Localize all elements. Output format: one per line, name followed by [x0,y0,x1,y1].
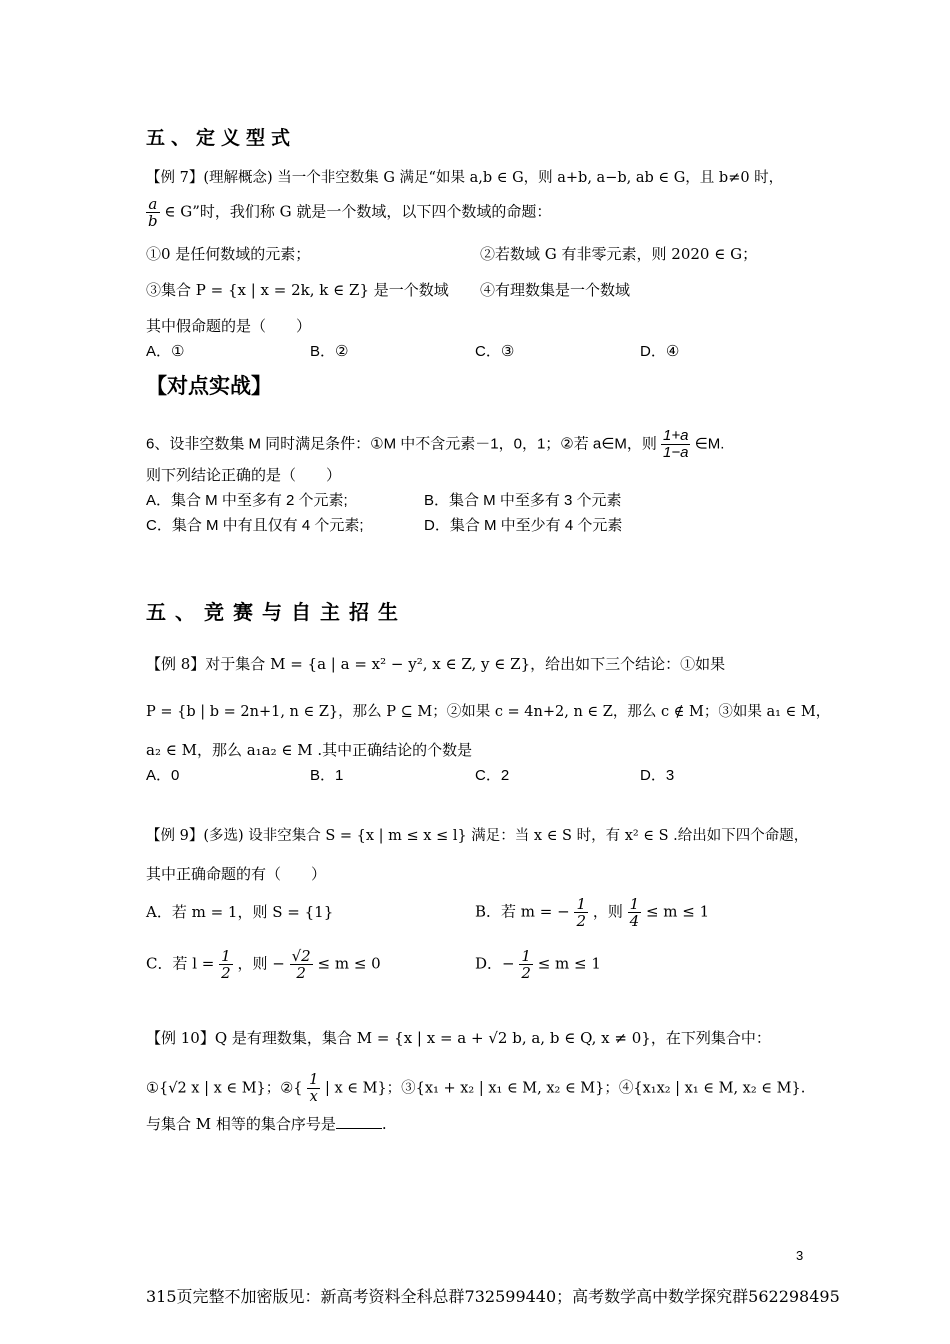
example-7-option-b: B．② [310,343,349,360]
fraction-one-half: $\frac{1}{2}$ [521,947,531,982]
question-6-option-a: A．集合 M 中至多有 2 个元素; [146,492,348,509]
example-10-line-3: 与集合 M 相等的集合序号是 . [146,1115,387,1133]
example-8-line-1: 【例 8】对于集合 M = {a | a = x² − y², x ∈ Z, y ∈ Z}，给出如下三个结论：①如果 [146,655,726,673]
example-8-option-d: D．3 [640,767,675,784]
footer-note: 315页完整不加密版见：新高考资料全科总群732599440；高考数学高中数学探究群562298495 [146,1287,840,1306]
fraction-a-over-b: $\frac{a}{b}$ [148,195,158,230]
fraction-one-half: $\frac{1}{2}$ [576,895,587,930]
example-8-line-2: P = {b | b = 2n+1, n ∈ Z}，那么 P ⊆ M；②如果 c = 4n+2, n ∈ Z，那么 c ∉ M；③如果 a₁ ∈ M， [146,704,831,720]
example-9-line-1: 【例 9】(多选) 设非空集合 S = {x | m ≤ x ≤ l} 满足：当 x ∈ S 时，有 x² ∈ S .给出如下四个命题， [146,828,809,844]
example-8-option-b: B．1 [310,767,344,784]
example-7-prop-3: ③集合 P = {x | x = 2k, k ∈ Z} 是一个数域 [146,281,449,299]
example-7-option-c: C．③ [475,343,515,360]
example-9-line-2: 其中正确命题的有（ ） [146,865,327,883]
fraction-one-half: $\frac{1}{2}$ [221,947,231,982]
example-7-option-d: D．④ [640,343,680,360]
page-number: 3 [796,1248,804,1263]
example-7-prop-2: ②若数域 G 有非零元素，则 2020 ∈ G； [480,245,758,263]
section-title-definition: 五、定义型式 [146,127,297,149]
example-7-question: 其中假命题的是（ ） [146,317,312,335]
question-6-line-1: 6、设非空数集 M 同时满足条件：①M 中不含元素－1，0，1；②若 a∈M，则 $\frac{1+a}{1-a}$ ∈M. [146,427,725,461]
example-8-option-a: A．0 [146,767,180,784]
fraction-1-plus-a-over-1-minus-a: $\frac{1+a}{1-a}$ [663,427,689,461]
section-title-practice: 【对点实战】 [146,374,272,398]
example-7-prop-4: ④有理数集是一个数域 [480,281,631,299]
example-10-line-2: ①{√2 x | x ∈ M}；②{ $\frac{1}{x}$ | x ∈ M}；③{x₁ + x₂ | x₁ ∈ M, x₂ ∈ M}；④{x₁x₂ | x₁ ∈ M, x₂ ∈ M}. [146,1072,806,1105]
question-6-option-b: B．集合 M 中至多有 3 个元素 [424,492,622,509]
fraction-1-over-x: $\frac{1}{x}$ [309,1072,319,1105]
example-10-line-1: 【例 10】Q 是有理数集，集合 M = {x | x = a + √2 b, a, b ∈ Q, x ≠ 0}，在下列集合中： [146,1029,771,1047]
example-9-option-b: B．若 m = − $\frac{1}{2}$ ，则 $\frac{1}{4}$ ≤ m ≤ 1 [475,895,710,930]
example-9-option-c: C．若 l = $\frac{1}{2}$ ，则 − $\frac{√2}{2}$ ≤ m ≤ 0 [146,947,381,982]
example-7-line-2: $\frac{a}{b}$ ∈ G”时，我们称 G 就是一个数域，以下四个数域的命题： [148,195,552,230]
example-9-option-d: D．− $\frac{1}{2}$ ≤ m ≤ 1 [475,947,601,982]
question-6-option-d: D．集合 M 中至少有 4 个元素 [424,517,623,534]
question-6-line-2: 则下列结论正确的是（ ） [146,467,342,484]
question-6-option-c: C．集合 M 中有且仅有 4 个元素; [146,517,364,534]
answer-blank [336,1114,382,1129]
example-8-option-c: C．2 [475,767,510,784]
example-9-option-a: A．若 m = 1，则 S = {1} [146,903,334,921]
section-title-competition: 五、竞赛与自主招生 [146,600,407,624]
example-7-prop-1: ①0 是任何数域的元素； [146,245,311,263]
fraction-root2-over-2: $\frac{√2}{2}$ [291,947,311,982]
fraction-one-quarter: $\frac{1}{4}$ [629,895,640,930]
example-7-line-1: 【例 7】(理解概念) 当一个非空数集 G 满足“如果 a,b ∈ G，则 a+b, a−b, ab ∈ G，且 b≠0 时， [146,170,784,186]
example-8-line-3: a₂ ∈ M，那么 a₁a₂ ∈ M .其中正确结论的个数是 [146,741,473,759]
example-7-option-a: A．① [146,343,185,360]
